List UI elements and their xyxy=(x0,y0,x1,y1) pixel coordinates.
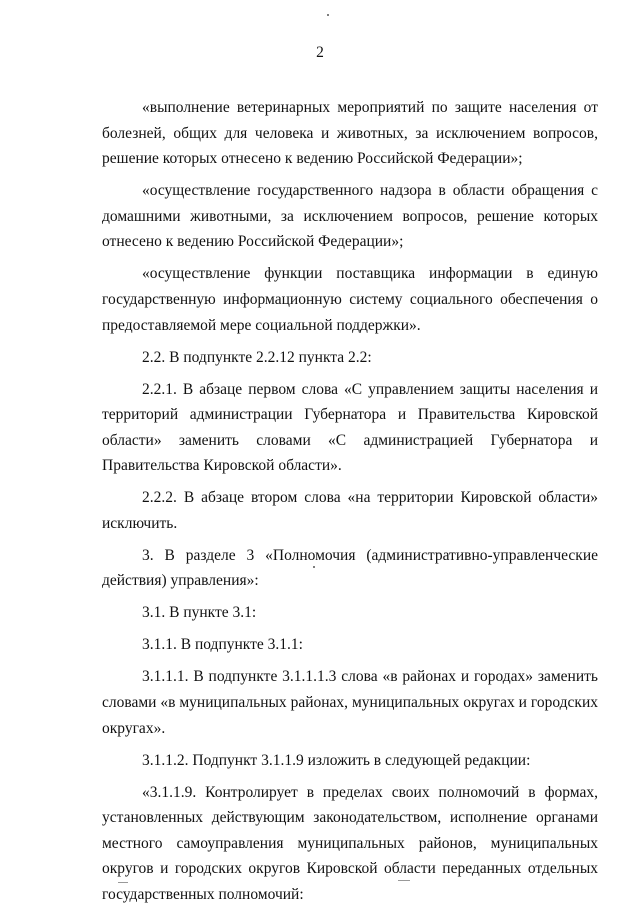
paragraph: 3.1.1.2. Подпункт 3.1.1.9 изложить в следующей редакции: xyxy=(142,751,531,769)
document-body xyxy=(102,95,598,908)
paragraph: 2.2.1. В абзаце первом слова «С управлением защиты населения и территорий администрации Губернатора и Правительства Кировской области» заменить словами «С администрацией Губернатора и Правительства Кировской области». xyxy=(102,380,598,475)
scan-speck xyxy=(327,14,329,16)
paragraph: «осуществление государственного надзора в области обращения с домашними животными, за исключением вопросов, решение которых отнесено к ведению Российской Федерации»; xyxy=(102,182,598,251)
paragraph: 3. В разделе 3 «Полномочия (административно-управленческие действия) управления»: xyxy=(102,546,598,590)
paragraph: 3.1. В пункте 3.1: xyxy=(142,604,257,622)
page-number: 2 xyxy=(316,44,324,61)
paragraph: 2.2. В подпункте 2.2.12 пункта 2.2: xyxy=(142,348,372,366)
paragraph: 2.2.2. В абзаце втором слова «на территории Кировской области» исключить. xyxy=(102,489,598,532)
paragraph: «3.1.1.9. Контролирует в пределах своих полномочий в формах, установленных действующим законодательством, исполнение органами местного самоуправления муниципальных районов, муниципальных округов и городских округов Кировской области переданных отдельных государственных полномочий: xyxy=(102,783,598,903)
paragraph: 3.1.1.1. В подпункте 3.1.1.1.3 слова «в районах и городах» заменить словами «в муниципальных районах, муниципальных округах и городских округах». xyxy=(102,668,598,737)
paragraph: 3.1.1. В подпункте 3.1.1: xyxy=(142,636,303,654)
paragraph: «осуществление функции поставщика информации в единую государственную информационную систему социального обеспечения о предоставляемой мере социальной поддержки». xyxy=(102,265,598,334)
paragraph: «выполнение ветеринарных мероприятий по защите населения от болезней, общих для человека и животных, за исключением вопросов, решение которых отнесено к ведению Российской Федерации»; xyxy=(102,99,598,168)
